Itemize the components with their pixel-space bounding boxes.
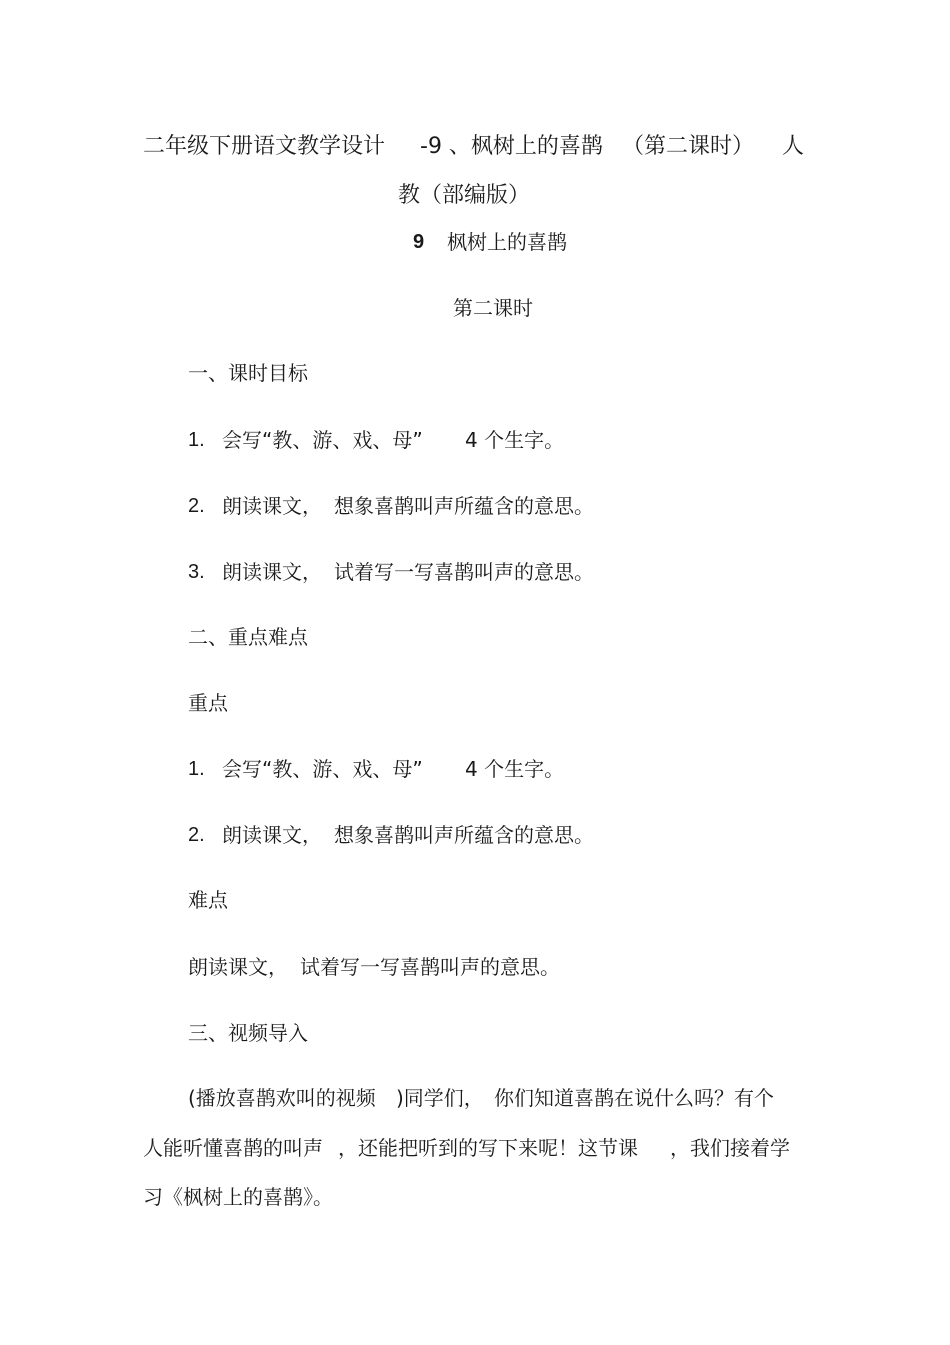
period-heading: 第二课时	[453, 296, 533, 320]
difficulty-label: 难点	[188, 888, 228, 912]
difficulty-text-a: 朗读课文，	[188, 955, 288, 979]
video-para-line3: 习《枫树上的喜鹊》。	[143, 1185, 333, 1209]
key-2-text-b: 想象喜鹊叫声所蕴含的意思。	[334, 823, 594, 847]
goal-1-text-b: 4 个生字。	[465, 428, 565, 452]
goals-heading: 一、课时目标	[188, 361, 308, 385]
key-2-text-a: 朗读课文，	[222, 823, 322, 847]
key-1-text-b: 4 个生字。	[465, 757, 565, 781]
video-para-line1-c: 你们知道喜鹊在说什么吗？有个	[494, 1086, 774, 1110]
goal-1-text-a: 会写“教、游、戏、母”	[222, 428, 423, 452]
lesson-number: 9	[413, 231, 425, 253]
doc-title-part3: （第二课时）	[622, 134, 755, 159]
doc-title-part4: 人	[782, 134, 805, 159]
doc-title-part2: -9 、枫树上的喜鹊	[420, 134, 603, 159]
key-2-num: 2.	[188, 824, 205, 846]
doc-title-line2: 教（部编版）	[398, 183, 531, 208]
video-para-line2-a: 人能听懂喜鹊的叫声	[143, 1136, 323, 1160]
goal-2-num: 2.	[188, 495, 205, 517]
goal-2-text-a: 朗读课文，	[222, 494, 322, 518]
doc-title-part1: 二年级下册语文教学设计	[143, 134, 386, 159]
key-1-text-a: 会写“教、游、戏、母”	[222, 757, 423, 781]
video-para-line1-b: )同学们，	[396, 1086, 484, 1110]
goal-2-text-b: 想象喜鹊叫声所蕴含的意思。	[334, 494, 594, 518]
key-difficulty-heading: 二、重点难点	[188, 625, 308, 649]
goal-1-num: 1.	[188, 429, 205, 451]
goal-3-num: 3.	[188, 561, 205, 583]
video-para-line1-a: (播放喜鹊欢叫的视频	[188, 1086, 376, 1110]
video-heading: 三、视频导入	[188, 1021, 308, 1045]
video-para-line2-b: ，还能把听到的写下来呢！这节课	[338, 1136, 638, 1160]
goal-3-text-a: 朗读课文，	[222, 560, 322, 584]
key-1-num: 1.	[188, 758, 205, 780]
lesson-title: 枫树上的喜鹊	[447, 230, 567, 254]
key-label: 重点	[188, 691, 228, 715]
goal-3-text-b: 试着写一写喜鹊叫声的意思。	[334, 560, 594, 584]
video-para-line2-c: ，我们接着学	[670, 1136, 790, 1160]
difficulty-text-b: 试着写一写喜鹊叫声的意思。	[300, 955, 560, 979]
